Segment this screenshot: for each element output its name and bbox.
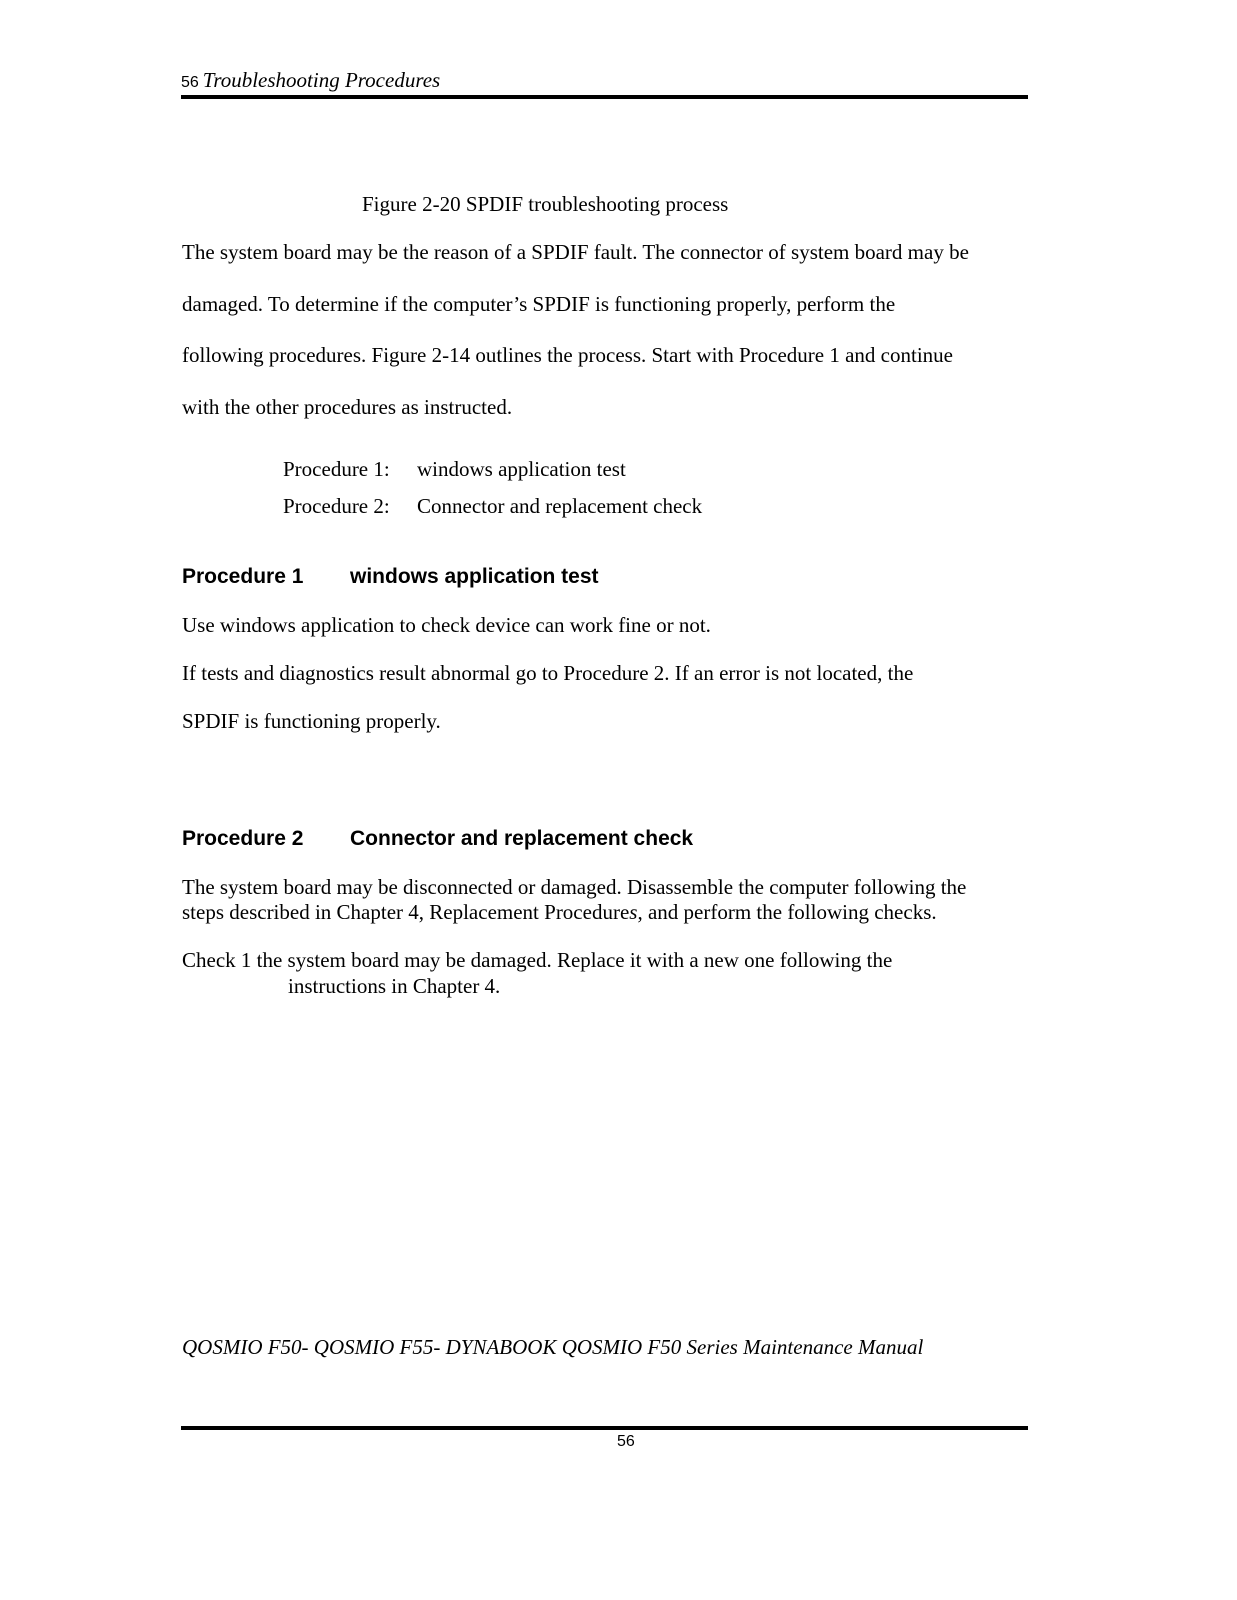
procedure2-para-line2-italic: s	[629, 900, 638, 924]
procedure2-para-line: The system board may be disconnected or damaged. Disassemble the computer following the	[182, 875, 967, 899]
procedure1-line: SPDIF is functioning properly.	[182, 709, 441, 733]
header-section-title: Troubleshooting Procedures	[202, 68, 441, 92]
procedure2-heading-title: Connector and replacement check	[350, 827, 694, 850]
running-header	[181, 68, 440, 93]
header-rule	[181, 95, 1028, 99]
procedure1-line: If tests and diagnostics result abnormal go to Procedure 2. If an error is not located, the	[182, 661, 914, 685]
intro-line: following procedures. Figure 2-14 outlines the process. Start with Procedure 1 and continue	[182, 343, 953, 367]
intro-line: with the other procedures as instructed.	[182, 395, 513, 419]
footer-manual-title: QOSMIO F50- QOSMIO F55- DYNABOOK QOSMIO F50 Series Maintenance Manual	[182, 1335, 924, 1359]
procedure1-heading-number: Procedure 1	[182, 565, 304, 588]
procedure1-line: Use windows application to check device can work fine or not.	[182, 613, 711, 637]
procedure-list-text: Connector and replacement check	[417, 494, 703, 518]
procedure2-check-line: Check 1 the system board may be damaged. Replace it with a new one following the	[182, 948, 893, 972]
procedure2-check-line: instructions in Chapter 4.	[288, 974, 501, 998]
header-page-number: 56	[181, 74, 199, 91]
footer-page-number: 56	[617, 1433, 635, 1450]
intro-line: damaged. To determine if the computer’s SPDIF is functioning properly, perform the	[182, 292, 896, 316]
procedure2-para-line	[182, 900, 937, 924]
figure-caption: Figure 2-20 SPDIF troubleshooting process	[362, 192, 729, 216]
procedure2-para-line2-post: , and perform the following checks.	[637, 900, 937, 924]
procedure1-heading-title: windows application test	[350, 565, 599, 588]
intro-line: The system board may be the reason of a SPDIF fault. The connector of system board may be	[182, 240, 969, 264]
procedure-list-label: Procedure 2:	[283, 494, 390, 518]
procedure-list-label: Procedure 1:	[283, 457, 390, 481]
procedure2-heading-number: Procedure 2	[182, 827, 304, 850]
footer-rule	[181, 1426, 1028, 1430]
procedure-list-text: windows application test	[417, 457, 626, 481]
procedure2-para-line2-pre: steps described in Chapter 4, Replacement Procedure	[182, 900, 630, 924]
